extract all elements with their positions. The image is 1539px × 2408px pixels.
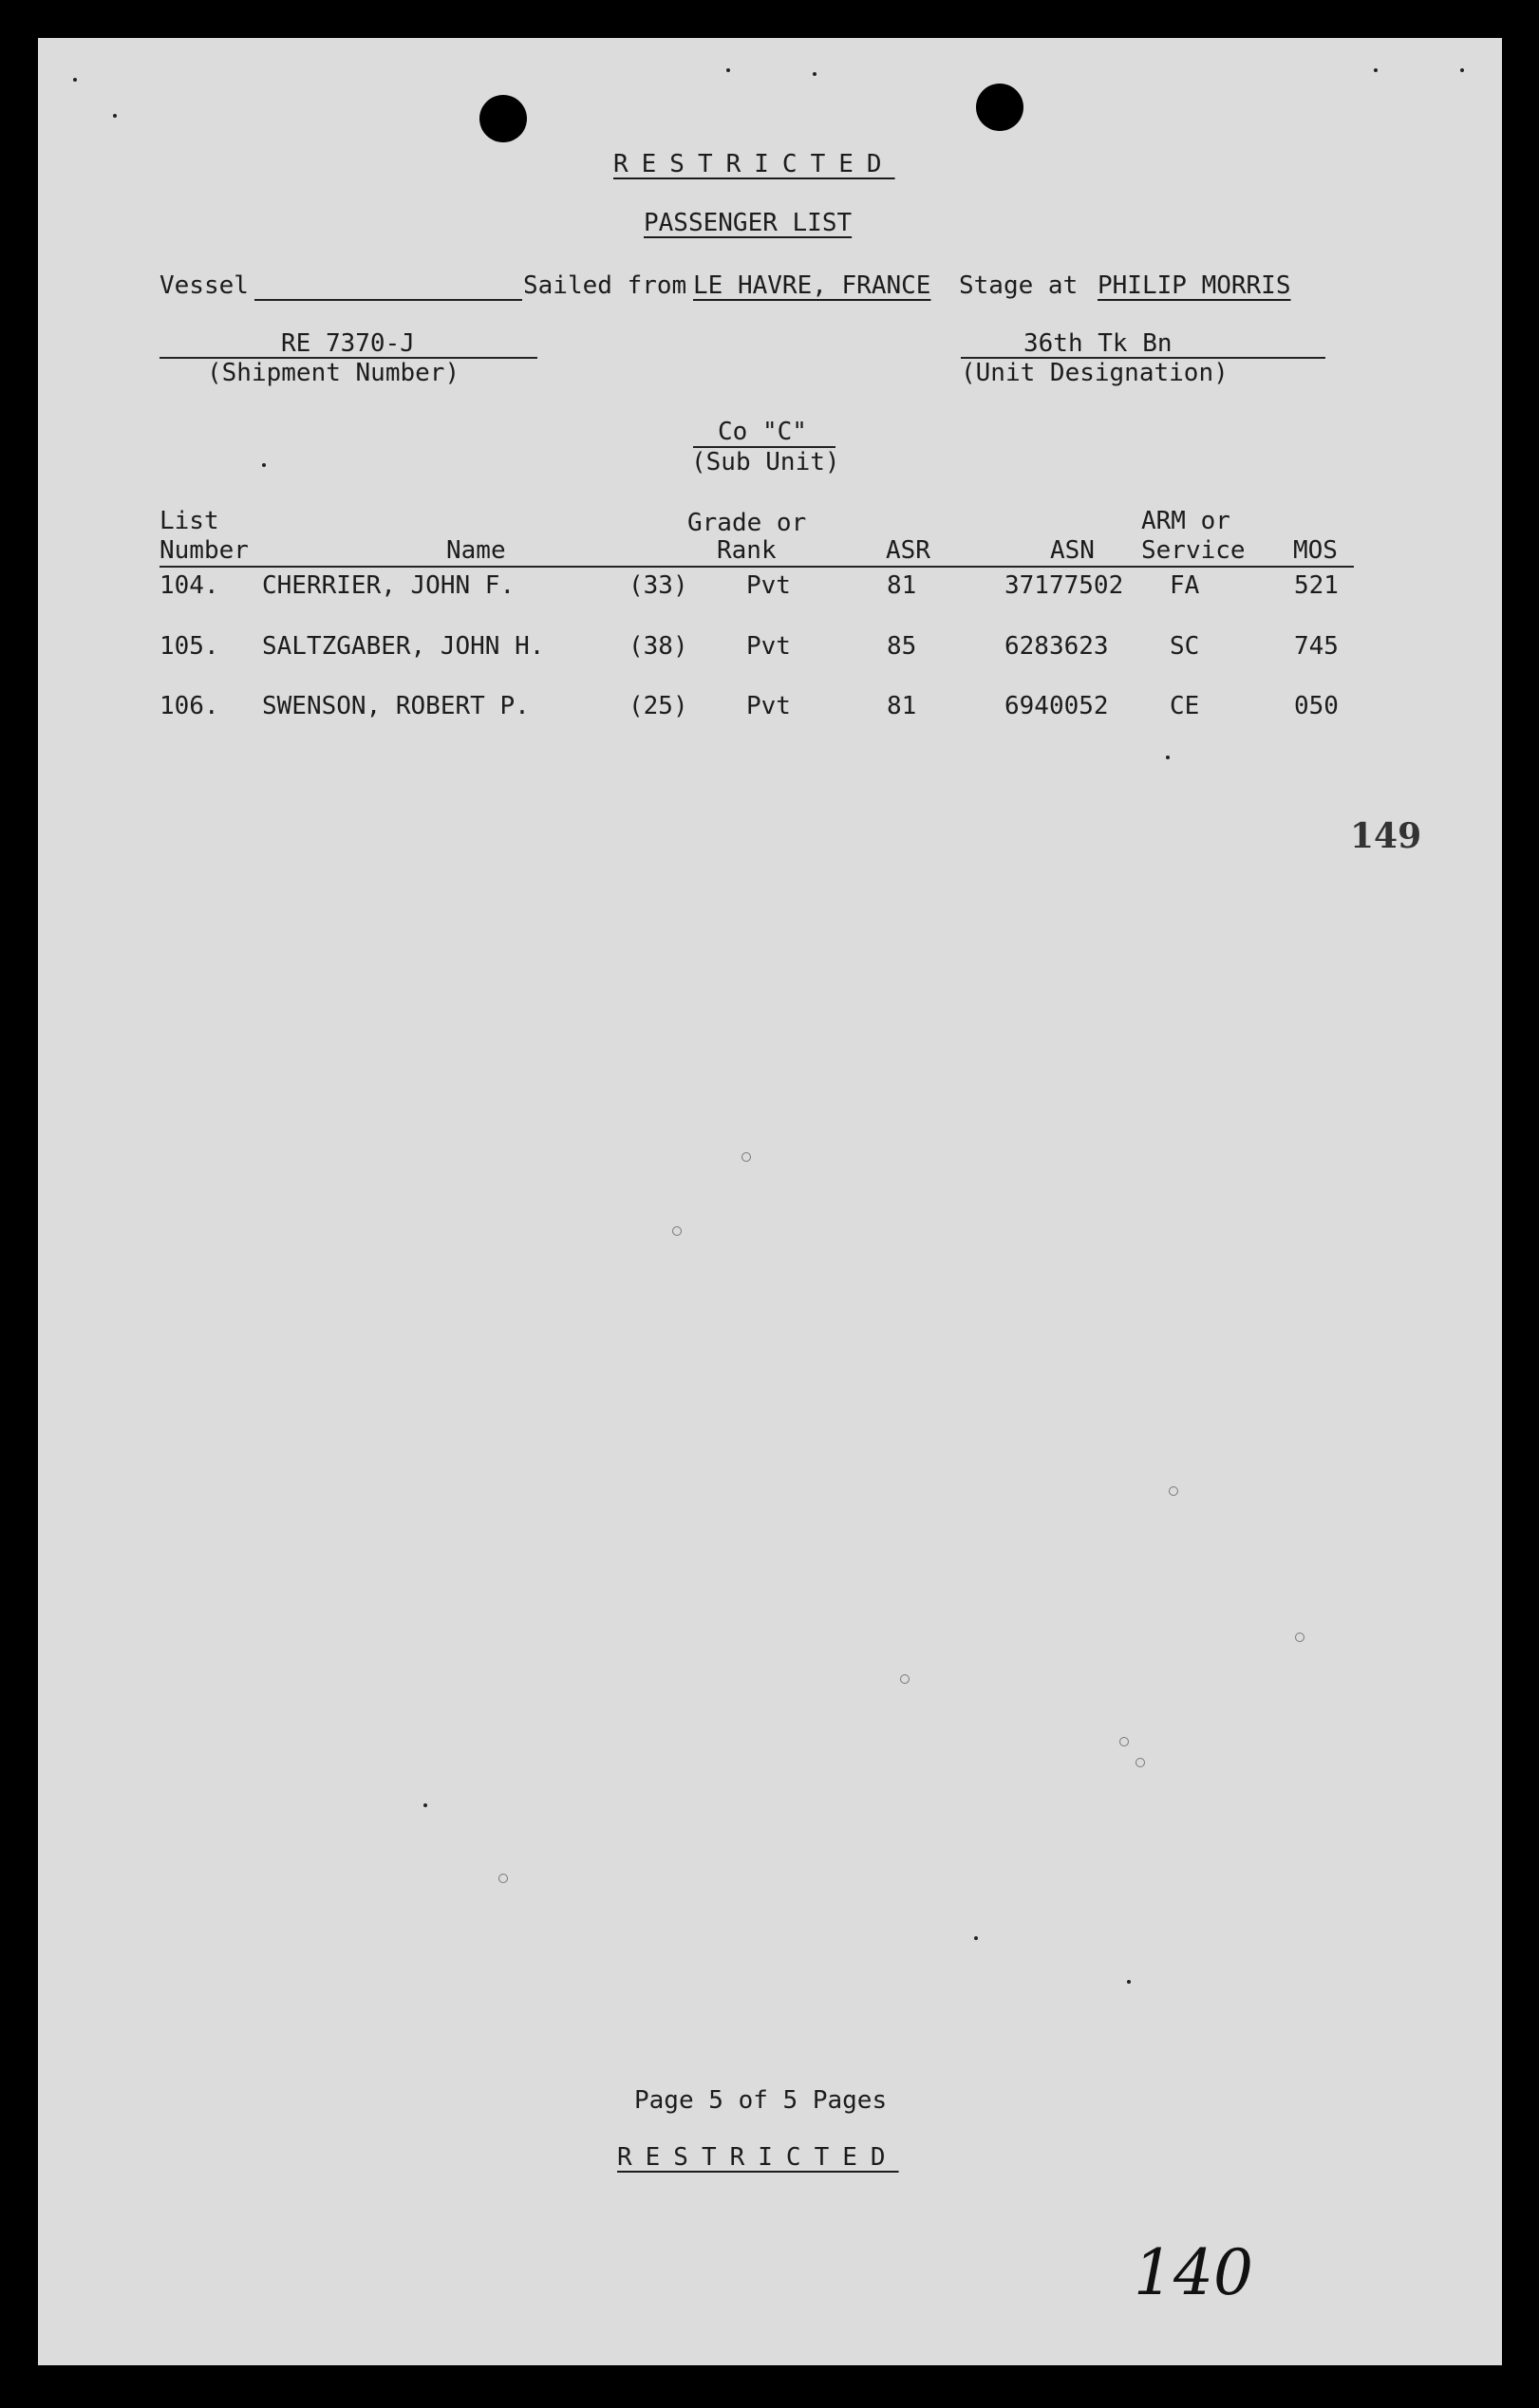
col-header-service: Service bbox=[1141, 536, 1246, 565]
table-row-rank: Pvt bbox=[746, 692, 791, 720]
col-header-mos: MOS bbox=[1293, 536, 1338, 565]
paper-dot bbox=[1127, 1980, 1131, 1984]
paper-dot bbox=[262, 463, 266, 467]
table-row-age: (33) bbox=[629, 571, 688, 600]
vessel-blank-line bbox=[254, 299, 522, 301]
shipment-number-value: RE 7370-J bbox=[281, 329, 415, 358]
vessel-label: Vessel bbox=[160, 271, 249, 300]
table-row-num: 106. bbox=[160, 692, 219, 720]
paper-speck bbox=[900, 1674, 910, 1684]
table-row-asn: 6283623 bbox=[1004, 632, 1109, 661]
table-row-age: (38) bbox=[629, 632, 688, 661]
classification-top: RESTRICTED bbox=[613, 150, 895, 178]
col-header-rank: Rank bbox=[717, 536, 777, 565]
document-title: PASSENGER LIST bbox=[644, 209, 853, 237]
stage-at-value: PHILIP MORRIS bbox=[1098, 271, 1291, 300]
table-row-arm: CE bbox=[1170, 692, 1200, 720]
col-header-asr: ASR bbox=[886, 536, 930, 565]
table-row-rank: Pvt bbox=[746, 571, 791, 600]
header-rule bbox=[160, 566, 1354, 568]
punch-hole-left bbox=[479, 95, 527, 142]
unit-designation-label: (Unit Designation) bbox=[961, 359, 1229, 387]
page-count: Page 5 of 5 Pages bbox=[634, 2086, 888, 2115]
sailed-from-value: LE HAVRE, FRANCE bbox=[693, 271, 931, 300]
table-row-num: 105. bbox=[160, 632, 219, 661]
paper-dot bbox=[726, 68, 730, 72]
table-row-asr: 81 bbox=[887, 571, 917, 600]
stage-at-label: Stage at bbox=[959, 271, 1079, 300]
paper-dot bbox=[813, 72, 816, 76]
col-header-arm: ARM or bbox=[1141, 507, 1230, 535]
table-row-asn: 37177502 bbox=[1004, 571, 1124, 600]
table-row-num: 104. bbox=[160, 571, 219, 600]
paper-speck bbox=[1295, 1633, 1304, 1642]
paper-dot bbox=[1374, 68, 1378, 72]
document-page bbox=[38, 38, 1502, 2365]
table-row-asr: 81 bbox=[887, 692, 917, 720]
handwritten-number: 140 bbox=[1134, 2236, 1253, 2309]
table-row-mos: 745 bbox=[1294, 632, 1339, 661]
paper-speck bbox=[672, 1226, 682, 1236]
table-row-arm: SC bbox=[1170, 632, 1200, 661]
col-header-asn: ASN bbox=[1050, 536, 1095, 565]
col-header-grade: Grade or bbox=[687, 509, 807, 537]
table-row-asn: 6940052 bbox=[1004, 692, 1109, 720]
subunit-value: Co "C" bbox=[718, 418, 807, 446]
table-row-asr: 85 bbox=[887, 632, 917, 661]
col-header-name: Name bbox=[446, 536, 506, 565]
paper-speck bbox=[1135, 1758, 1145, 1767]
table-row-name: SALTZGABER, JOHN H. bbox=[262, 632, 545, 661]
paper-dot bbox=[1460, 68, 1464, 72]
paper-speck bbox=[1169, 1486, 1178, 1496]
paper-dot bbox=[113, 114, 117, 118]
paper-dot bbox=[423, 1803, 427, 1807]
paper-dot bbox=[73, 78, 77, 82]
punch-hole-right bbox=[976, 84, 1023, 131]
shipment-number-label: (Shipment Number) bbox=[207, 359, 460, 387]
table-row-mos: 050 bbox=[1294, 692, 1339, 720]
sailed-from-label: Sailed from bbox=[523, 271, 687, 300]
col-header-list: List bbox=[160, 507, 219, 535]
table-row-arm: FA bbox=[1170, 571, 1200, 600]
table-row-rank: Pvt bbox=[746, 632, 791, 661]
table-row-mos: 521 bbox=[1294, 571, 1339, 600]
stamped-page-number: 149 bbox=[1350, 816, 1422, 856]
subunit-label: (Sub Unit) bbox=[691, 448, 840, 476]
unit-designation-value: 36th Tk Bn bbox=[1023, 329, 1173, 358]
table-row-name: CHERRIER, JOHN F. bbox=[262, 571, 516, 600]
table-row-name: SWENSON, ROBERT P. bbox=[262, 692, 530, 720]
col-header-number: Number bbox=[160, 536, 249, 565]
classification-bottom: RESTRICTED bbox=[617, 2143, 899, 2172]
table-row-age: (25) bbox=[629, 692, 688, 720]
paper-dot bbox=[1166, 756, 1170, 759]
paper-speck bbox=[1119, 1737, 1129, 1746]
paper-speck bbox=[741, 1152, 751, 1162]
paper-speck bbox=[498, 1874, 508, 1883]
paper-dot bbox=[974, 1936, 978, 1940]
